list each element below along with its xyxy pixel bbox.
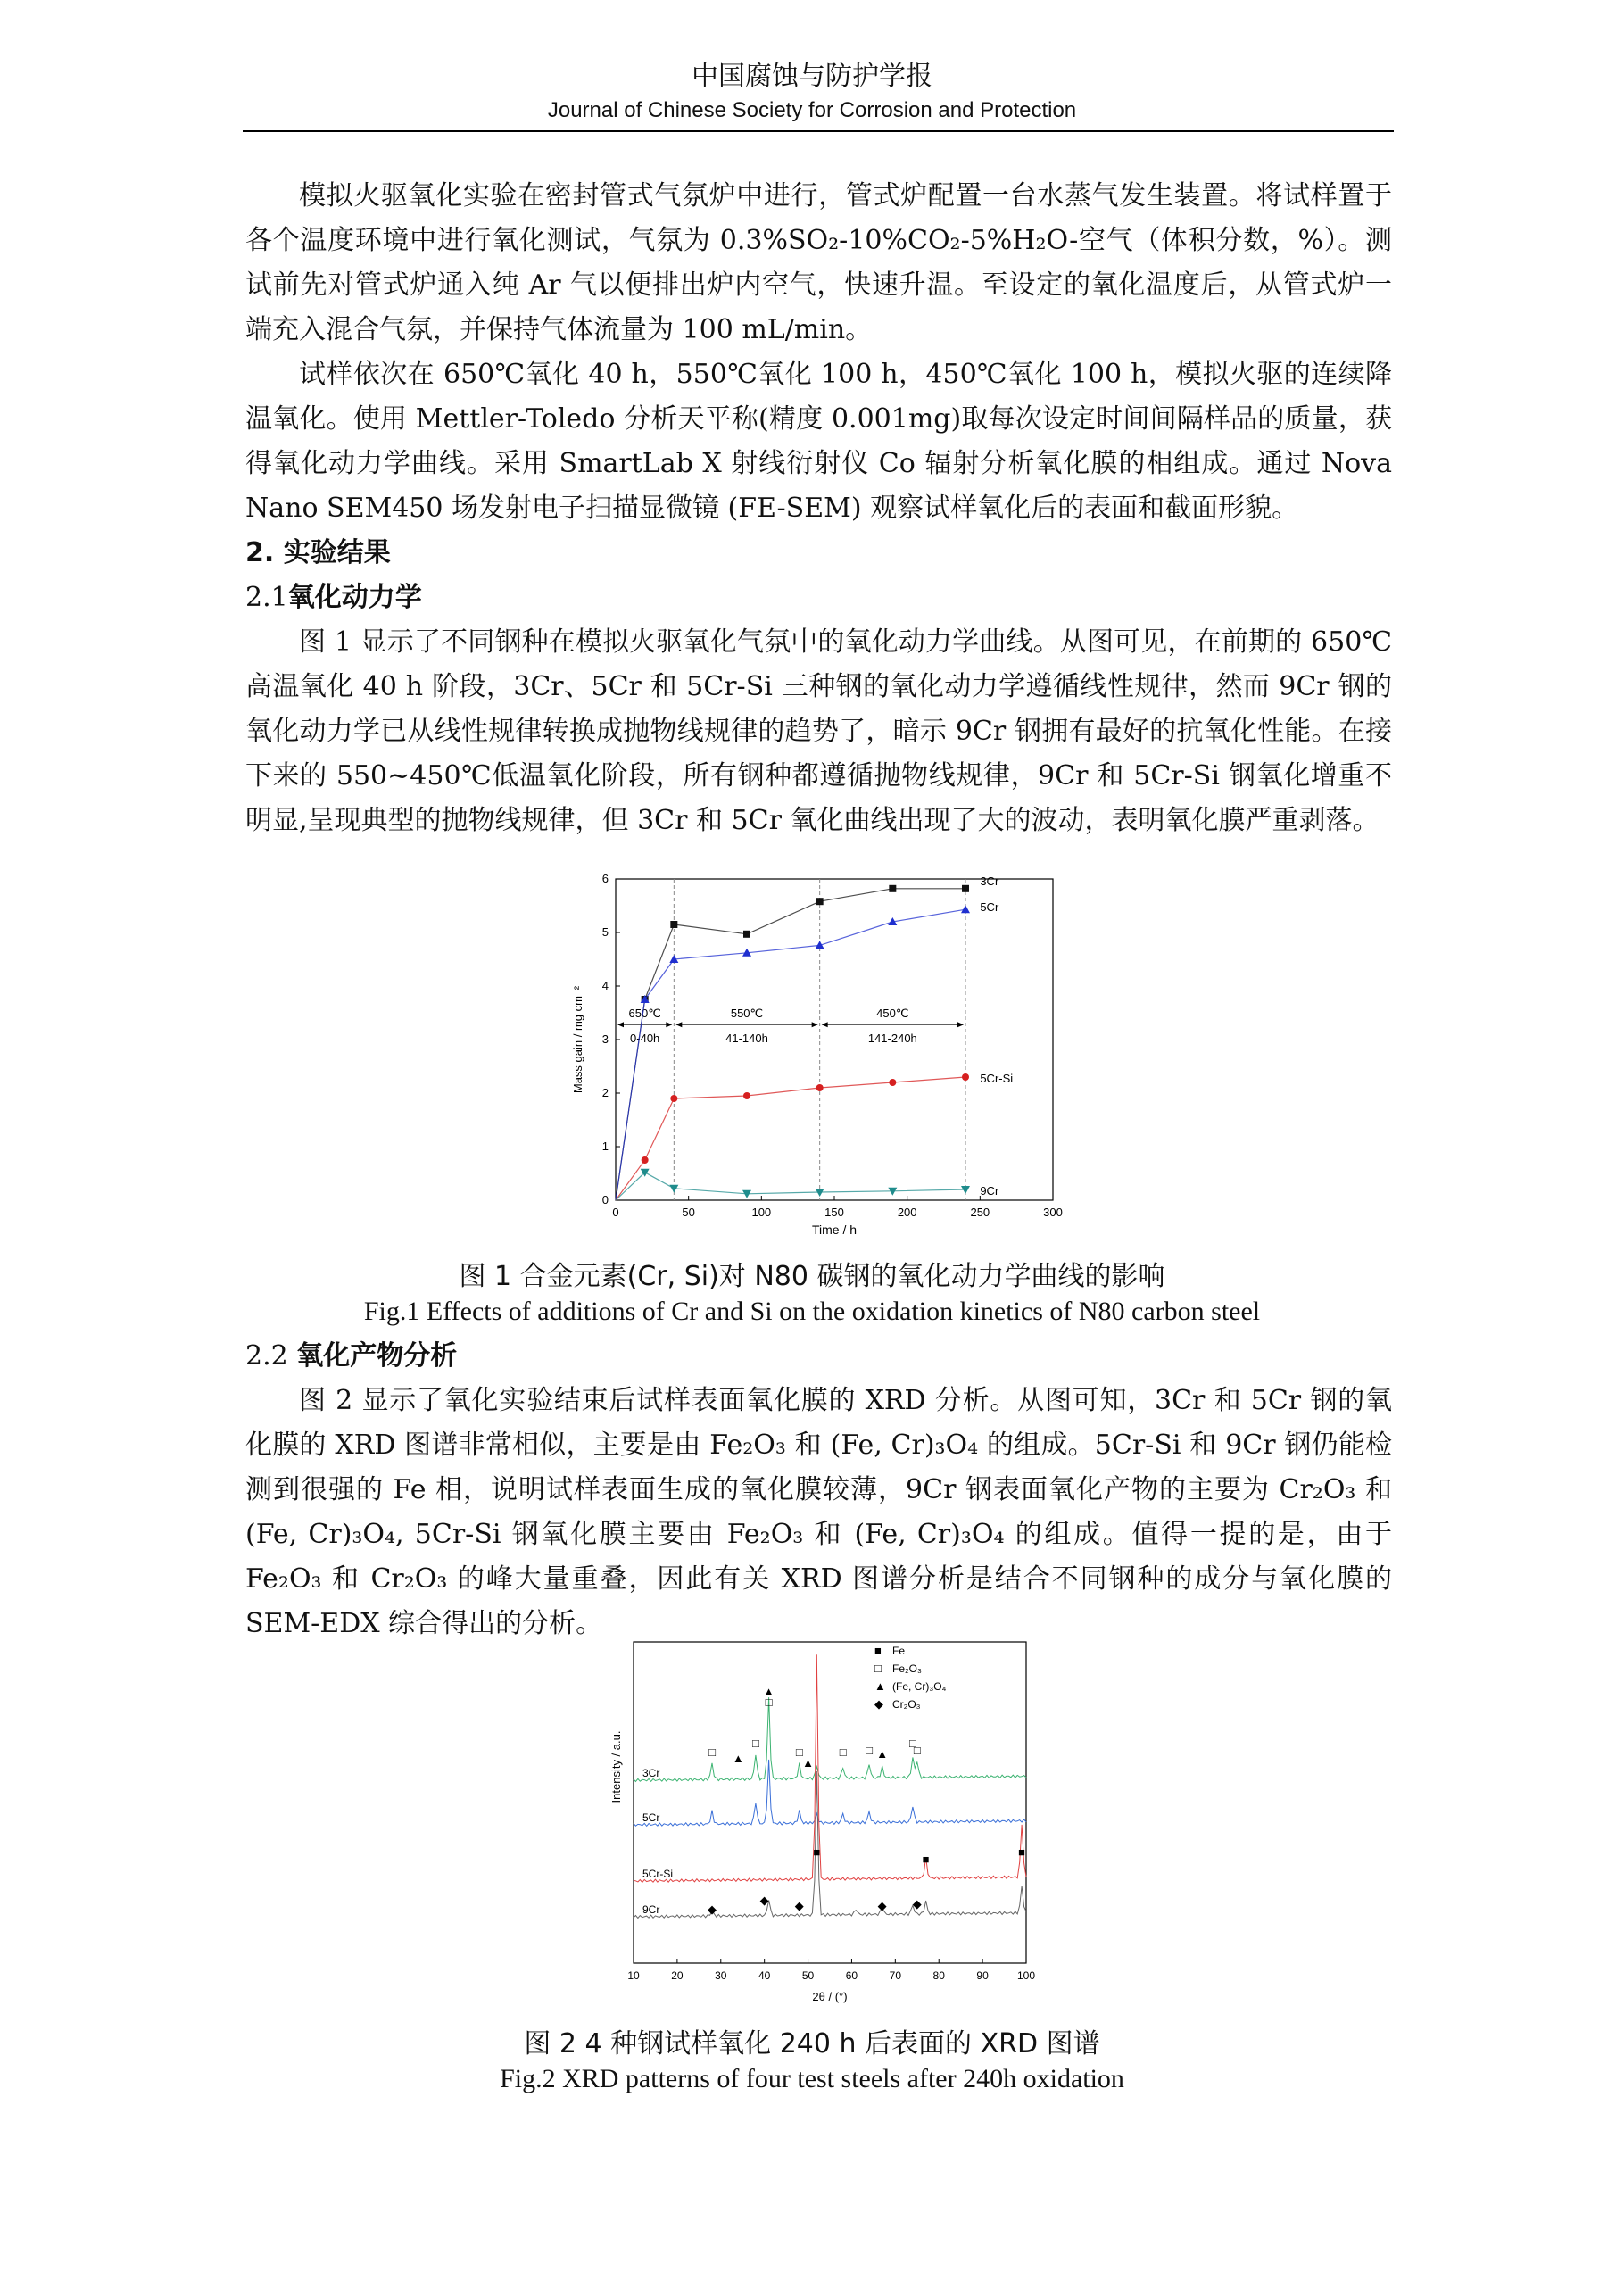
series-label: 3Cr [980,874,999,888]
phase-marker: ◆ [912,1897,922,1911]
legend-symbol: ▲ [874,1679,886,1693]
series-label: 5Cr-Si [980,1072,1014,1085]
xrd-trace-9Cr [634,1771,1026,1919]
y-tick-label: 6 [601,872,609,885]
x-tick-label: 50 [801,1969,815,1982]
phase-marker: □ [751,1737,759,1750]
series-label: 9Cr [980,1184,999,1198]
phase-marker: ▲ [763,1685,775,1698]
phase-marker: ■ [1018,1845,1026,1859]
y-tick-label: 3 [601,1032,609,1046]
series-label: 5Cr [980,900,999,915]
header-rule [243,130,1394,132]
data-point [962,885,969,892]
phase-marker: ▲ [732,1752,744,1765]
stage-arrow-head-right [812,1022,818,1027]
x-tick-label: 60 [845,1969,858,1982]
x-tick-label: 100 [751,1206,772,1219]
phase-marker: ◆ [708,1902,717,1916]
y-tick-label: 2 [601,1086,609,1099]
stage-arrow-head-left [822,1022,828,1027]
x-tick-label: 40 [758,1969,771,1982]
legend-symbol: ◆ [874,1697,883,1711]
x-axis-label: Time / h [811,1223,858,1237]
phase-marker: ▲ [876,1747,889,1761]
stage-temp-label: 550℃ [730,1006,764,1020]
figure1-caption-cn: 图 1 合金元素(Cr, Si)对 N80 碳钢的氧化动力学曲线的影响 [459,1261,1165,1292]
stage-range-label: 0-40h [630,1032,660,1045]
phase-marker: □ [765,1695,773,1709]
data-point [961,905,970,913]
x-tick-label: 90 [976,1969,989,1982]
legend-label: (Fe, Cr)₃O₄ [892,1680,947,1693]
phase-marker: ■ [922,1853,930,1866]
section-heading-2-2: 2.2 氧化产物分析 [245,1340,458,1372]
series-line-5Cr [616,909,965,1200]
data-point [642,1156,649,1164]
x-tick-label: 250 [970,1206,990,1219]
x-tick-label: 300 [1043,1206,1063,1219]
phase-marker: □ [795,1745,803,1759]
series-line-5Cr-Si [616,1077,965,1200]
paragraph-method-1: 模拟火驱氧化实验在密封管式气氛炉中进行，管式炉配置一台水蒸气发生装置。将试样置于各个温度环境中进行氧化测试，气氛为 0.3%SO₂-10%CO₂-5%H₂O-空气（体积分数，%）。测试前先对管式炉通入纯 Ar 气以便排出炉内空气，快速升温。至设定的氧化温度后，从管式炉一端充入混合气氛，并保持气体流量为 100 mL/min。 [245,180,1392,345]
x-axis-label: 2θ / (°) [812,1990,848,2003]
x-tick-label: 100 [1016,1969,1036,1982]
stage-arrow-head-right [666,1022,672,1027]
trace-label: 3Cr [642,1767,660,1779]
phase-marker: ▲ [802,1756,814,1770]
data-point [816,941,824,949]
stage-arrow-head-left [617,1022,624,1027]
phase-marker: □ [908,1737,916,1750]
figure1-caption-en: Fig.1 Effects of additions of Cr and Si on the oxidation kinetics of N80 carbon steel [363,1297,1261,1326]
figure2-caption-cn: 图 2 4 种钢试样氧化 240 h 后表面的 XRD 图谱 [524,2028,1100,2060]
legend-label: Cr₂O₃ [892,1698,921,1711]
phase-marker: ◆ [794,1899,804,1912]
x-tick-label: 80 [932,1969,945,1982]
body-top [245,174,1392,843]
data-point [962,1073,969,1081]
paragraph-method-2: 试样依次在 650℃氧化 40 h，550℃氧化 100 h，450℃氧化 100 h，模拟火驱的连续降温氧化。使用 Mettler-Toledo 分析天平称(精度 0.001mg)取每次设定时间间隔样品的质量，获得氧化动力学曲线。采用 SmartLab X 射线衍射仪 Co 辐射分析氧化膜的相组成。通过 Nova Nano SEM450 场发射电子扫描显微镜 (FE-SEM) 观察试样氧化后的表面和截面形貌。 [245,359,1392,524]
y-tick-label: 4 [601,979,609,992]
data-point [816,1084,824,1091]
x-tick-label: 10 [627,1969,640,1982]
y-tick-label: 5 [601,925,609,939]
journal-title-cn: 中国腐蚀与防护学报 [692,61,932,92]
body-bottom [245,1334,1392,1646]
xrd-trace-5Cr-Si [634,1654,1026,1882]
stage-temp-label: 650℃ [628,1006,661,1020]
y-tick-label: 0 [601,1193,609,1206]
section-heading-2-1: 2.1氧化动力学 [245,582,422,613]
x-tick-label: 20 [671,1969,684,1982]
data-point [889,1079,896,1086]
data-point [889,885,896,892]
x-tick-label: 50 [682,1206,695,1219]
plot-frame [616,879,1053,1200]
trace-label: 5Cr [642,1811,660,1824]
stage-arrow-head-right [957,1022,964,1027]
section-heading-2: 2. 实验结果 [245,537,391,568]
phase-marker: □ [913,1744,921,1757]
trace-label: 9Cr [642,1903,660,1916]
legend-label: Fe [892,1645,906,1657]
x-tick-label: 0 [612,1206,619,1219]
stage-temp-label: 450℃ [876,1006,909,1020]
legend-label: Fe₂O₃ [892,1662,922,1675]
figure2-xrd-chart [593,1633,1040,2026]
data-point [670,921,677,928]
stage-range-label: 141-240h [867,1032,917,1045]
y-axis-label: Intensity / a.u. [609,1730,623,1803]
y-tick-label: 1 [601,1140,609,1153]
stage-range-label: 41-140h [725,1032,768,1045]
y-axis-label: Mass gain / mg cm⁻² [571,985,584,1094]
legend-symbol: ■ [874,1644,882,1657]
journal-title-en: Journal of Chinese Society for Corrosion and Protection [547,98,1077,122]
phase-marker: ■ [813,1845,821,1859]
legend-symbol: □ [874,1662,882,1675]
x-tick-label: 200 [897,1206,917,1219]
paragraph-xrd: 图 2 显示了氧化实验结束后试样表面氧化膜的 XRD 分析。从图可知，3Cr 和 5Cr 钢的氧化膜的 XRD 图谱非常相似，主要是由 Fe₂O₃ 和 (Fe, Cr)₃O₄ 的组成。5Cr-Si 和 9Cr 钢仍能检测到很强的 Fe 相，说明试样表面生成的氧化膜较薄，9Cr 钢表面氧化产物的主要为 Cr₂O₃ 和 (Fe, Cr)₃O₄, 5Cr-Si 钢氧化膜主要由 Fe₂O₃ 和 (Fe, Cr)₃O₄ 的组成。值得一提的是，由于 Fe₂O₃ 和 Cr₂O₃ 的峰大量重叠，因此有关 XRD 图谱分析是结合不同钢种的成分与氧化膜的 SEM-EDX 综合得出的分析。 [245,1385,1392,1639]
phase-marker: □ [839,1745,847,1759]
phase-marker: ◆ [759,1894,769,1907]
x-tick-label: 70 [889,1969,902,1982]
figure2-caption-en: Fig.2 XRD patterns of four test steels after 240h oxidation [500,2064,1124,2093]
data-point [743,931,750,938]
data-point [670,1095,677,1102]
phase-marker: □ [866,1744,873,1757]
series-line-9Cr [616,1173,965,1200]
xrd-trace-3Cr [634,1697,1026,1781]
stage-arrow-head-left [675,1022,682,1027]
figure1-kinetics-chart [553,861,1071,1254]
x-tick-label: 30 [715,1969,727,1982]
data-point [743,1092,750,1099]
phase-marker: □ [708,1745,716,1759]
data-point [816,898,824,905]
trace-label: 5Cr-Si [642,1868,674,1880]
phase-marker: ◆ [877,1899,887,1912]
paragraph-kinetics: 图 1 显示了不同钢种在模拟火驱氧化气氛中的氧化动力学曲线。从图可见，在前期的 650℃高温氧化 40 h 阶段，3Cr、5Cr 和 5Cr-Si 三种钢的氧化动力学遵循线性规律，然而 9Cr 钢的氧化动力学已从线性规律转换成抛物线规律的趋势了，暗示 9Cr 钢拥有最好的抗氧化性能。在接下来的 550~450℃低温氧化阶段，所有钢种都遵循抛物线规律，9Cr 和 5Cr-Si 钢氧化增重不明显,呈现典型的抛物线规律，但 3Cr 和 5Cr 氧化曲线出现了大的波动，表明氧化膜严重剥落。 [245,626,1392,836]
x-tick-label: 150 [824,1206,844,1219]
xrd-trace-5Cr [634,1760,1026,1827]
